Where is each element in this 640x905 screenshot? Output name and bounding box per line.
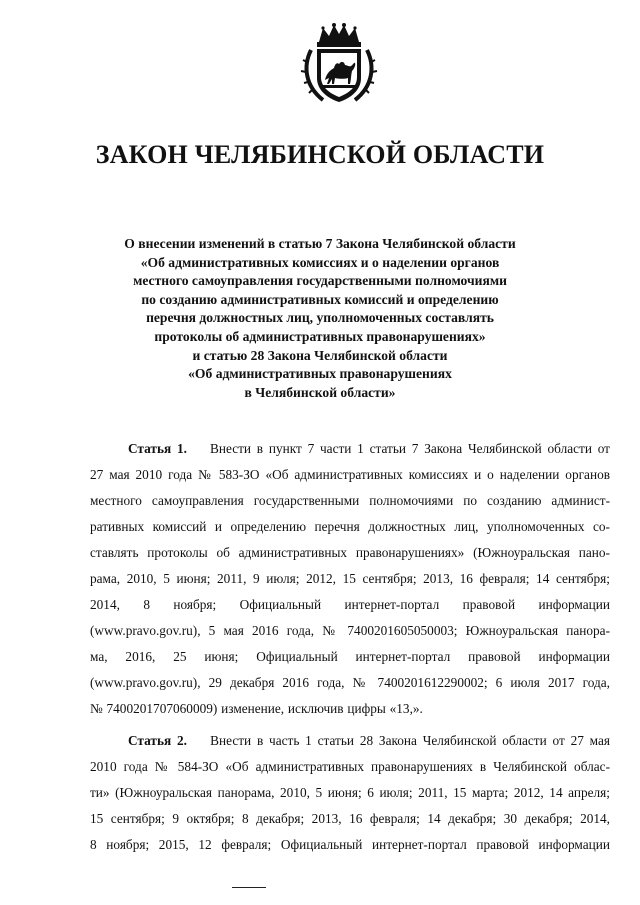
- article-text: Внести в часть 1 статьи 28 Закона Челябинской области от 27 мая: [210, 733, 611, 748]
- article-line: [90, 728, 610, 754]
- article-line: № 7400201707060009) изменение, исключив цифры «13,».: [90, 701, 423, 716]
- law-title: ЗАКОН ЧЕЛЯБИНСКОЙ ОБЛАСТИ: [95, 140, 545, 169]
- subtitle-line: «Об административных комиссиях и о наделении органов: [140, 254, 500, 270]
- subtitle-line: по созданию административных комиссий и определению: [141, 291, 499, 307]
- subtitle-line: и статью 28 Закона Челябинской области: [192, 347, 448, 363]
- article-line: ставлять протоколы об административных правонарушениях» (Южноуральская пано-: [90, 545, 610, 560]
- subtitle-line: в Челябинской области»: [244, 384, 396, 400]
- subtitle-line: О внесении изменений в статью 7 Закона Челябинской области: [124, 236, 516, 251]
- subtitle-line: перечня должностных лиц, уполномоченных составлять: [146, 310, 494, 326]
- law-subtitle: [60, 235, 580, 402]
- subtitle-line: «Об административных правонарушениях: [188, 366, 452, 382]
- article-line: 27 мая 2010 года № 583-ЗО «Об административных комиссиях и о наделении органов: [90, 467, 610, 482]
- article-line: местного самоуправления государственными полномочиями по созданию админист-: [90, 493, 610, 508]
- article-line: (www.pravo.gov.ru), 29 декабря 2016 года, № 7400201612290002; 6 июля 2017 года,: [90, 675, 610, 690]
- subtitle-line: местного самоуправления государственными полномочиями: [133, 273, 507, 289]
- article-text: Внести в пункт 7 части 1 статьи 7 Закона Челябинской области от: [209, 441, 610, 456]
- article-line: ративных комиссий и определению перечня должностных лиц, уполномоченных со-: [90, 519, 610, 534]
- article-line: 8 ноября; 2015, 12 февраля; Официальный интернет-портал правовой информации: [90, 837, 610, 852]
- article-line: (www.pravo.gov.ru), 5 мая 2016 года, № 7400201605050003; Южноуральская панора-: [90, 623, 610, 638]
- article-heading: Статья 1.: [128, 441, 187, 456]
- article-2: [90, 728, 610, 858]
- footer-divider: [232, 887, 266, 888]
- article-1: [90, 436, 610, 722]
- article-line: [90, 436, 610, 462]
- article-line: ма, 2016, 25 июня; Официальный интернет-портал правовой информации: [90, 649, 610, 664]
- article-line: 2014, 8 ноября; Официальный интернет-портал правовой информации: [90, 597, 610, 612]
- article-heading: Статья 2.: [128, 733, 187, 748]
- subtitle-line: протоколы об административных правонарушениях»: [154, 328, 486, 344]
- article-line: рама, 2010, 5 июня; 2011, 9 июля; 2012, 15 сентября; 2013, 16 февраля; 14 сентября;: [90, 571, 610, 586]
- article-line: 2010 года № 584-ЗО «Об административных правонарушениях в Челябинской облас-: [90, 759, 610, 774]
- coat-of-arms-icon: [297, 22, 381, 106]
- article-line: ти» (Южноуральская панорама, 2010, 5 июня; 6 июля; 2011, 15 марта; 2012, 14 апреля;: [90, 785, 610, 800]
- article-line: 15 сентября; 9 октября; 8 декабря; 2013, 16 февраля; 14 декабря; 30 декабря; 2014,: [90, 811, 610, 826]
